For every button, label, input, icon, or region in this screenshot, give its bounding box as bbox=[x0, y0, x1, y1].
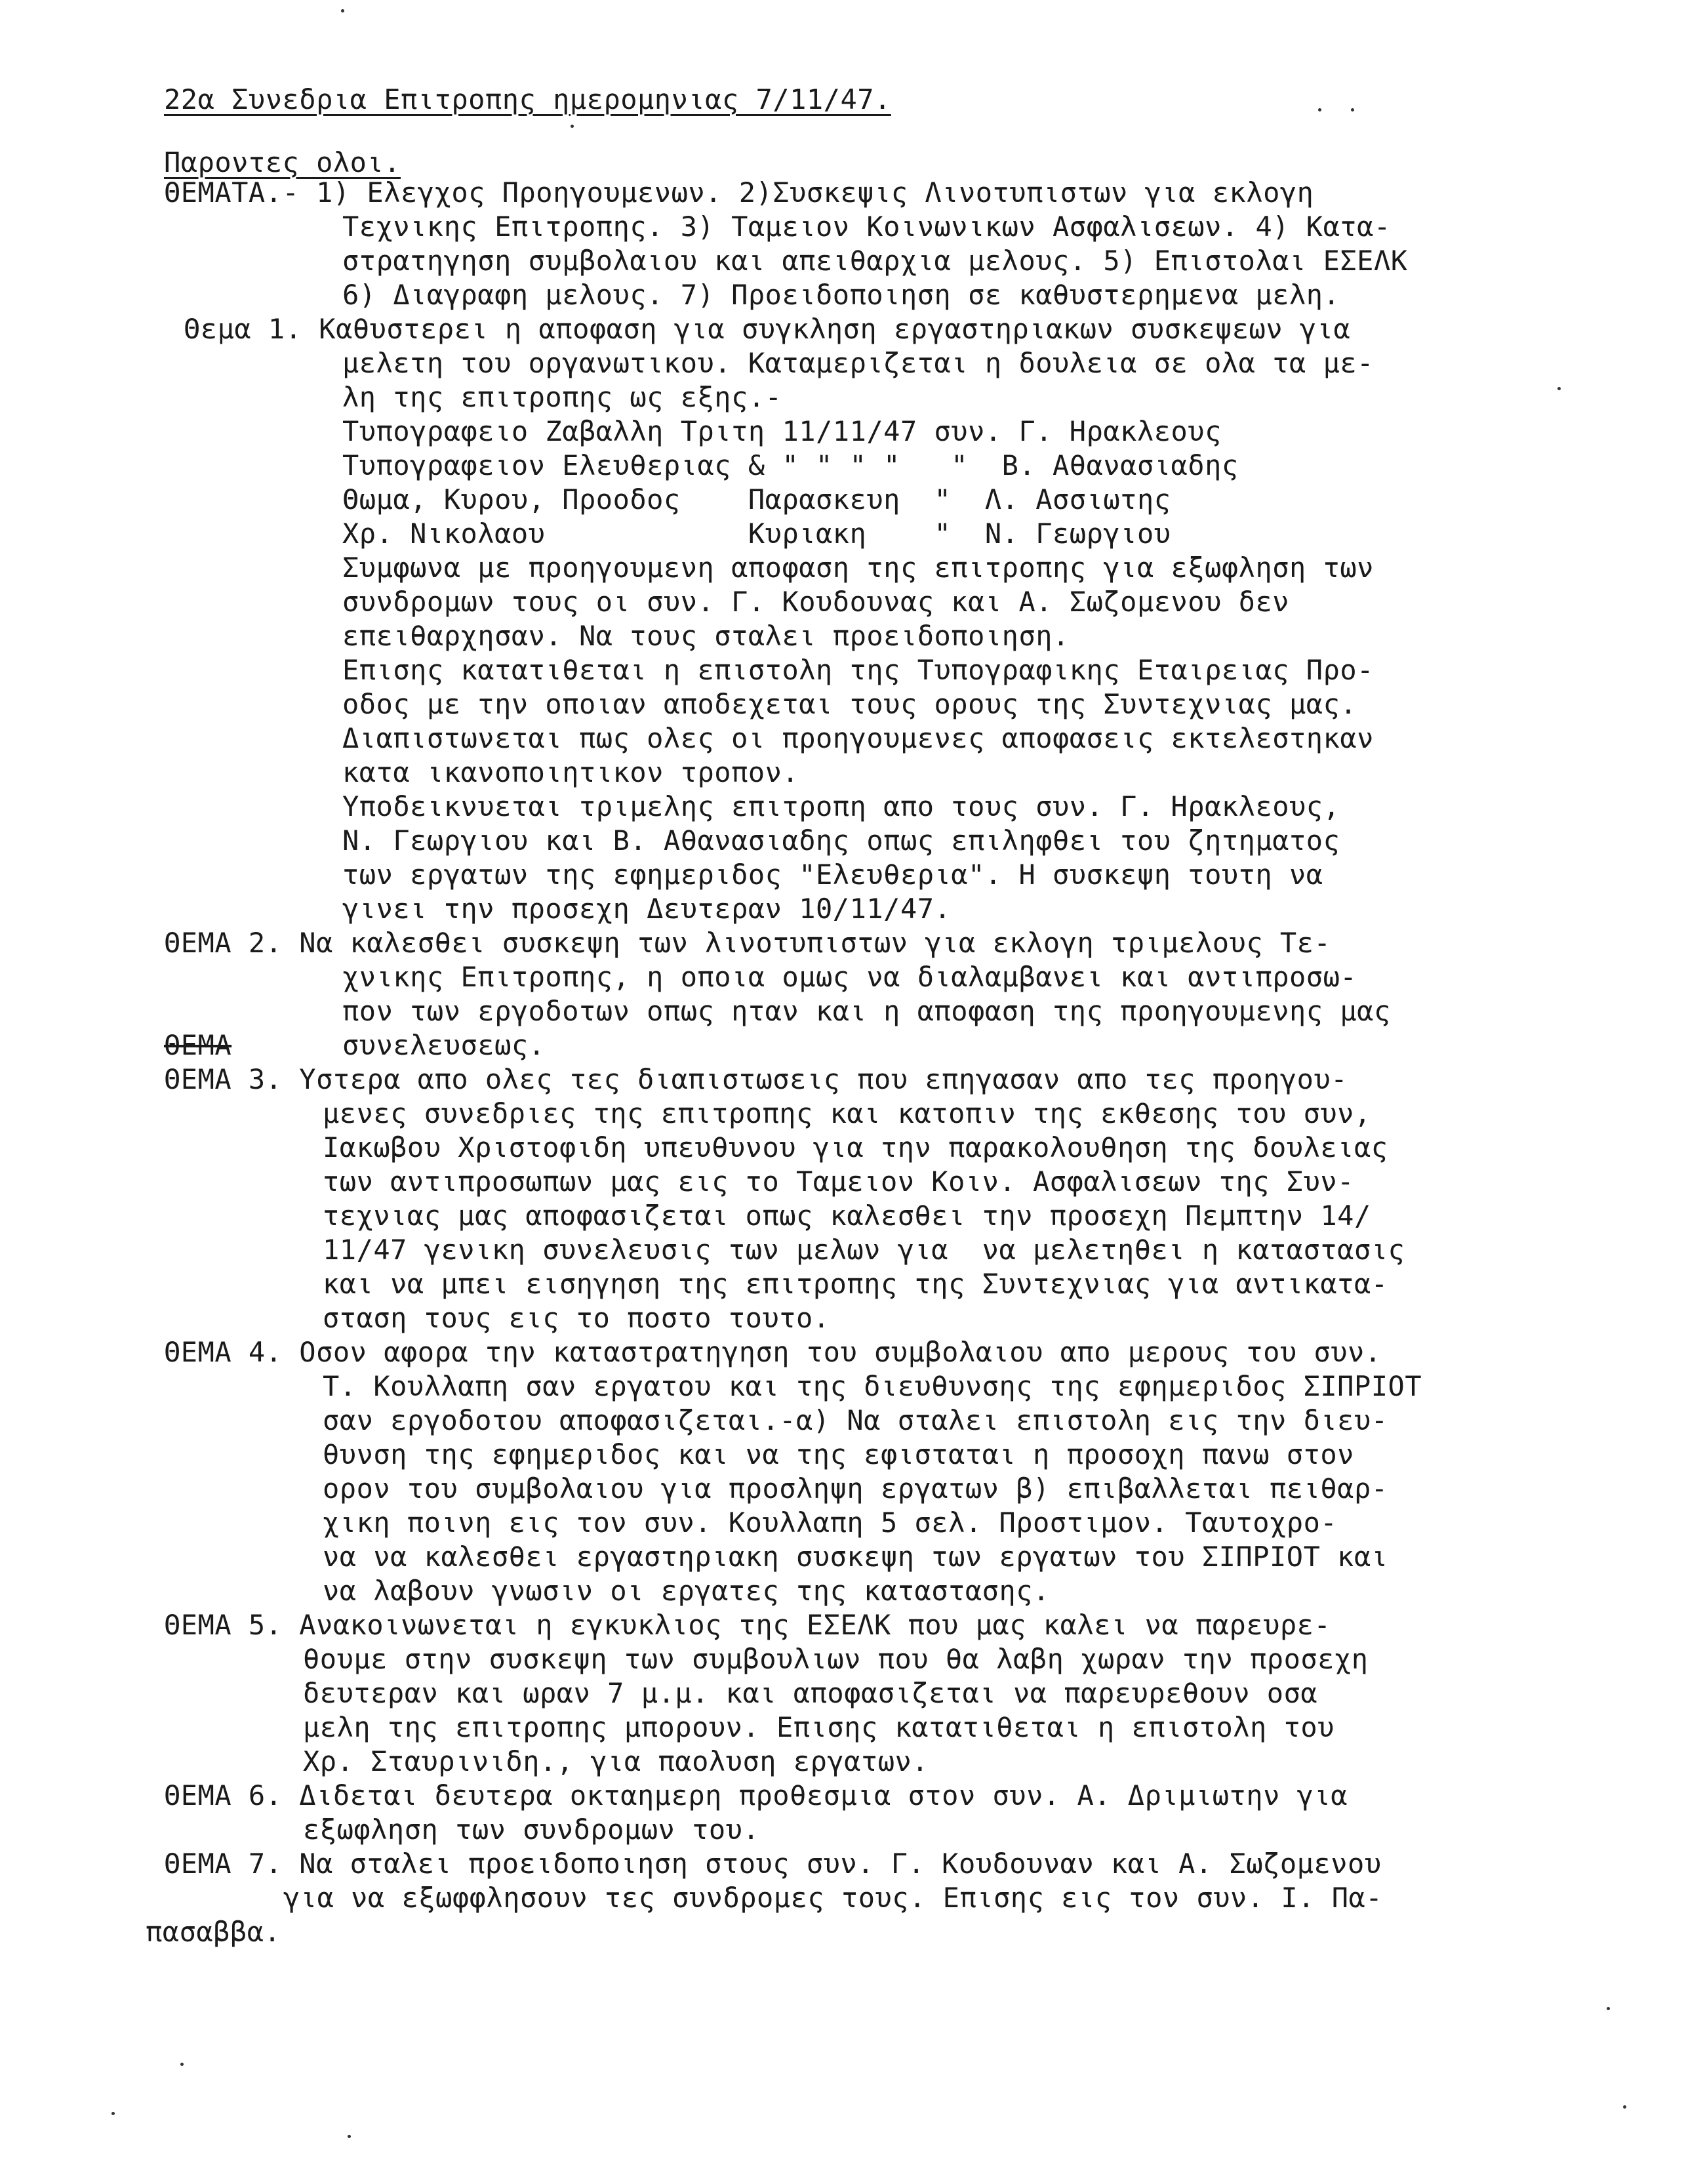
thema-1-line: Θεμα 1. Καθυστερει η αποφαση για συγκληση εργαστηριακων συσκεψεων για bbox=[184, 313, 1351, 345]
page-title: 22α Συνεδρια Επιτροπης ημερομηνιας 7/11/47. bbox=[164, 83, 891, 115]
thema-1-line: Χρ. Νικολαου Κυριακη " Ν. Γεωργιου bbox=[342, 517, 1171, 550]
thema-6-line: εξωφληση των συνδρομων του. bbox=[303, 1813, 760, 1846]
attendance-line: Παροντες ολοι. bbox=[164, 146, 401, 178]
thema-4-line: Τ. Κουλλαπη σαν εργατου και της διευθυνσης της εφημεριδος ΣΙΠΡΙΟΤ bbox=[323, 1370, 1422, 1402]
scan-speck bbox=[180, 2063, 184, 2066]
thema-1-line: Συμφωνα με προηγουμενη αποφαση της επιτροπης για εξωφληση των bbox=[342, 552, 1374, 584]
thema-3-line: μενες συνεδριες της επιτροπης και κατοπιν της εκθεσης του συν, bbox=[323, 1097, 1371, 1129]
thema-4-line: να να καλεσθει εργαστηριακη συσκεψη των εργατων του ΣΙΠΡΙΟΤ και bbox=[323, 1541, 1388, 1573]
thema-1-line: Τυπογραφειον Ελευθεριας & " " " " " Β. Αθανασιαδης bbox=[342, 449, 1239, 481]
thema-5-line: ΘΕΜΑ 5. Ανακοινωνεται η εγκυκλιος της ΕΣΕΛΚ που μας καλει να παρευρε- bbox=[164, 1609, 1331, 1641]
thema-1-line: Υποδεικνυεται τριμελης επιτροπη απο τους συν. Γ. Ηρακλεους, bbox=[342, 790, 1340, 822]
thema-1-line: μελετη του οργανωτικου. Καταμεριζεται η δουλεια σε ολα τα με- bbox=[342, 347, 1374, 379]
thema-7-line: για να εξωφφλησουν τες συνδρομες τους. Επισης εις τον συν. Ι. Πα- bbox=[283, 1882, 1383, 1914]
thema-1-line: των εργατων της εφημεριδος "Ελευθερια". Η συσκεψη τουτη να bbox=[342, 859, 1323, 891]
thema-3-line: Ιακωβου Χριστοφιδη υπευθυνου για την παρακολουθηση της δουλειας bbox=[323, 1131, 1388, 1163]
agenda-line: στρατηγηση συμβολαιου και απειθαρχια μελους. 5) Επιστολαι ΕΣΕΛΚ bbox=[342, 245, 1408, 277]
struck-label: ΘΕΜΑ bbox=[164, 1029, 232, 1061]
thema-5-line: θουμε στην συσκεψη των συμβουλιων που θα λαβη χωραν την προσεχη bbox=[303, 1643, 1369, 1675]
thema-1-line: λη της επιτροπης ως εξης.- bbox=[342, 381, 782, 413]
thema-2-line: πον των εργοδοτων οπως ηταν και η αποφαση της προηγουμενης μας bbox=[342, 995, 1391, 1027]
thema-3-line: σταση τους εις το ποστο τουτο. bbox=[323, 1302, 830, 1334]
scan-speck bbox=[1318, 108, 1321, 111]
scan-speck bbox=[1607, 2007, 1610, 2010]
thema-1-line: οδος με την οποιαν αποδεχεται τους ορους της Συντεχνιας μας. bbox=[342, 688, 1357, 720]
thema-2-line: συνελευσεως. bbox=[342, 1029, 546, 1061]
thema-1-line: Επισης κατατιθεται η επιστολη της Τυπογραφικης Εταιρειας Προ- bbox=[342, 654, 1374, 686]
agenda-line: 6) Διαγραφη μελους. 7) Προειδοποιηση σε καθυστερημενα μελη. bbox=[342, 279, 1340, 311]
thema-4-line: χικη ποινη εις τον συν. Κουλλαπη 5 σελ. Προστιμον. Ταυτοχρο- bbox=[323, 1507, 1338, 1539]
thema-3-line: τεχνιας μας αποφασιζεται οπως καλεσθει την προσεχη Πεμπτην 14/ bbox=[323, 1200, 1371, 1232]
scan-speck bbox=[571, 125, 574, 128]
scan-speck bbox=[1557, 387, 1561, 390]
thema-1-line: Τυπογραφειο Ζαβαλλη Τριτη 11/11/47 συν. Γ. Ηρακλεους bbox=[342, 415, 1222, 447]
scan-speck bbox=[1351, 108, 1354, 111]
scan-speck bbox=[111, 2112, 115, 2115]
thema-4-line: σαν εργοδοτου αποφασιζεται.-α) Να σταλει επιστολη εις την διευ- bbox=[323, 1404, 1388, 1436]
thema-1-line: συνδρομων τους οι συν. Γ. Κουδουνας και Α. Σωζομενου δεν bbox=[342, 586, 1290, 618]
thema-3-line: και να μπει εισηγηση της επιτροπης της Συντεχνιας για αντικατα- bbox=[323, 1268, 1388, 1300]
thema-7-line: πασαββα. bbox=[146, 1916, 281, 1948]
thema-1-line: Θωμα, Κυρου, Προοδος Παρασκευη " Λ. Ασσιωτης bbox=[342, 483, 1171, 516]
thema-1-line: Ν. Γεωργιου και Β. Αθανασιαδης οπως επιληφθει του ζητηματος bbox=[342, 824, 1340, 857]
thema-5-line: Χρ. Σταυρινιδη., για παολυση εργατων. bbox=[303, 1745, 929, 1777]
thema-6-line: ΘΕΜΑ 6. Διδεται δευτερα οκταημερη προθεσμια στον συν. Α. Δριμιωτην για bbox=[164, 1779, 1348, 1811]
thema-1-line: κατα ικανοποιητικον τροπον. bbox=[342, 756, 799, 788]
thema-4-line: να λαβουν γνωσιν οι εργατες της καταστασης. bbox=[323, 1575, 1050, 1607]
scan-speck bbox=[348, 2135, 351, 2138]
scan-speck bbox=[1623, 2105, 1626, 2109]
thema-1-line: επειθαρχησαν. Να τους σταλει προειδοποιηση. bbox=[342, 620, 1070, 652]
thema-3-line: των αντιπροσωπων μας εις το Ταμειον Κοιν. Ασφαλισεων της Συν- bbox=[323, 1165, 1354, 1198]
thema-4-line: ΘΕΜΑ 4. Οσον αφορα την καταστρατηγηση του συμβολαιου απο μερους του συν. bbox=[164, 1336, 1382, 1368]
thema-5-line: δευτεραν και ωραν 7 μ.μ. και αποφασιζεται να παρευρεθουν οσα bbox=[303, 1677, 1318, 1709]
thema-1-line: Διαπιστωνεται πως ολες οι προηγουμενες αποφασεις εκτελεστηκαν bbox=[342, 722, 1374, 754]
agenda-line: Τεχνικης Επιτροπης. 3) Ταμειον Κοινωνικων Ασφαλισεων. 4) Κατα- bbox=[342, 211, 1391, 243]
thema-3-line: ΘΕΜΑ 3. Υστερα απο ολες τες διαπιστωσεις που επηγασαν απο τες προηγου- bbox=[164, 1063, 1348, 1095]
thema-3-line: 11/47 γενικη συνελευσις των μελων για να μελετηθει η καταστασις bbox=[323, 1234, 1405, 1266]
agenda-line: ΘΕΜΑΤΑ.- 1) Ελεγχος Προηγουμενων. 2)Συσκεψις Λινοτυπιστων για εκλογη bbox=[164, 176, 1314, 209]
thema-5-line: μελη της επιτροπης μπορουν. Επισης κατατιθεται η επιστολη του bbox=[303, 1711, 1335, 1743]
thema-2-line: χνικης Επιτροπης, η οποια ομως να διαλαμβανει και αντιπροσω- bbox=[342, 961, 1357, 993]
thema-1-line: γινει την προσεχη Δευτεραν 10/11/47. bbox=[342, 893, 952, 925]
thema-7-line: ΘΕΜΑ 7. Να σταλει προειδοποιηση στους συν. Γ. Κουδουναν και Α. Σωζομενου bbox=[164, 1848, 1382, 1880]
thema-2-line: ΘΕΜΑ 2. Να καλεσθει συσκεψη των λινοτυπιστων για εκλογη τριμελους Τε- bbox=[164, 927, 1331, 959]
thema-4-line: θυνση της εφημεριδος και να της εφισταται η προσοχη πανω στον bbox=[323, 1438, 1354, 1470]
scan-speck bbox=[341, 9, 344, 12]
thema-4-line: ορον του συμβολαιου για προσληψη εργατων β) επιβαλλεται πειθαρ- bbox=[323, 1472, 1388, 1505]
